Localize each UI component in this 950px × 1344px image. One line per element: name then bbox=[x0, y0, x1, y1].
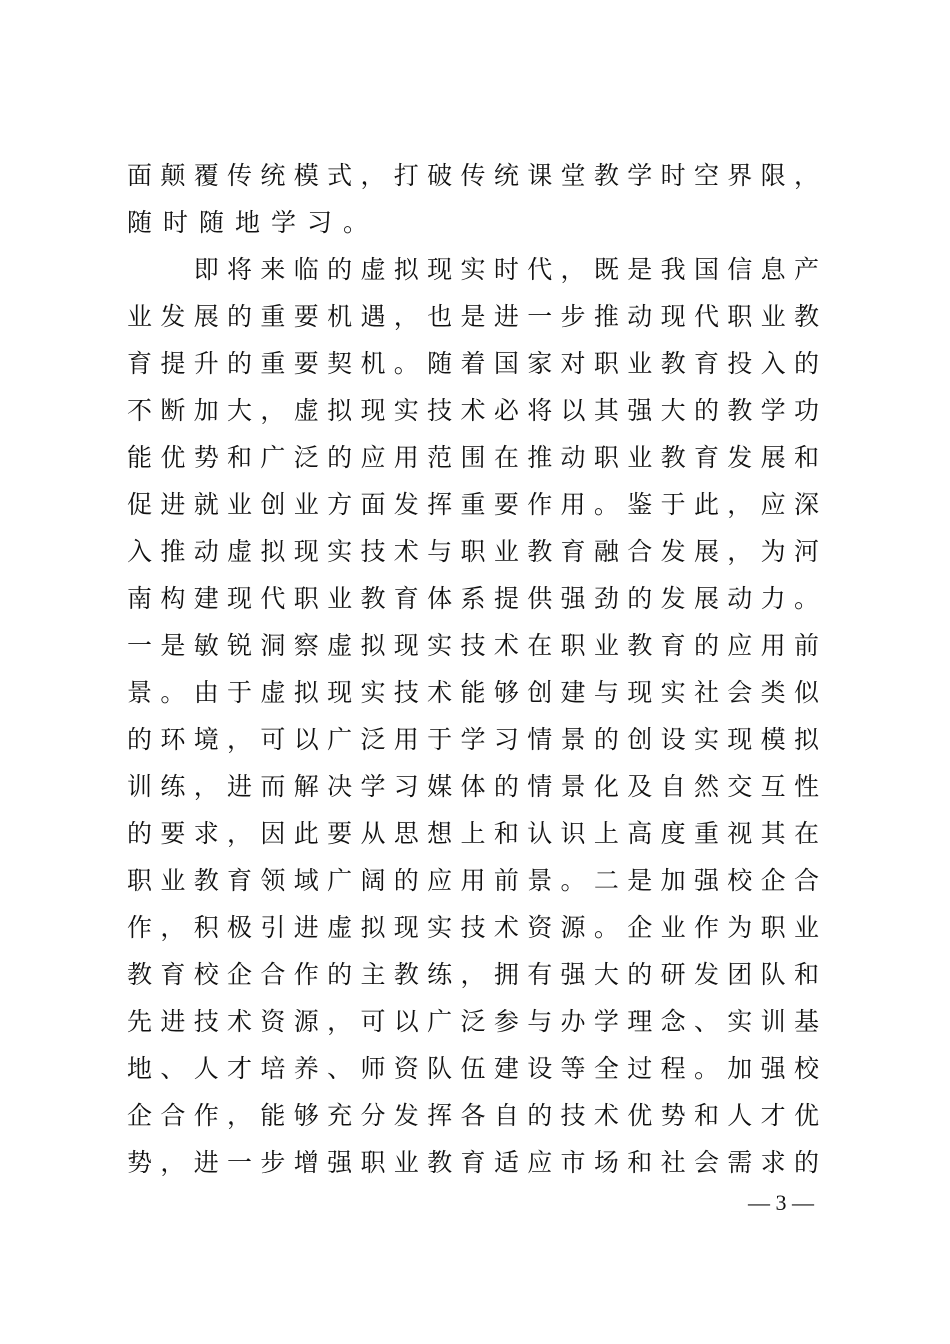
text-line: 景。由于虚拟现实技术能够创建与现实社会类似 bbox=[127, 678, 819, 707]
text-line: 面颠覆传统模式，打破传统课堂教学时空界限， bbox=[127, 161, 819, 190]
text-line: 职业教育领域广阔的应用前景。二是加强校企合 bbox=[127, 866, 819, 895]
text-line: 即将来临的虚拟现实时代，既是我国信息产 bbox=[127, 255, 819, 284]
body-text bbox=[127, 152, 819, 1186]
text-line: 不断加大，虚拟现实技术必将以其强大的教学功 bbox=[127, 396, 819, 425]
text-line: 的要求，因此要从思想上和认识上高度重视其在 bbox=[127, 819, 819, 848]
text-line: 南构建现代职业教育体系提供强劲的发展动力。 bbox=[127, 584, 819, 613]
text-line: 促进就业创业方面发挥重要作用。鉴于此，应深 bbox=[127, 490, 819, 519]
text-line: 一是敏锐洞察虚拟现实技术在职业教育的应用前 bbox=[127, 631, 819, 660]
text-line: 随时随地学习。 bbox=[127, 208, 380, 237]
text-line: 先进技术资源，可以广泛参与办学理念、实训基 bbox=[127, 1007, 819, 1036]
text-line: 教育校企合作的主教练，拥有强大的研发团队和 bbox=[127, 960, 819, 989]
text-line: 业发展的重要机遇，也是进一步推动现代职业教 bbox=[127, 302, 819, 331]
text-line: 地、人才培养、师资队伍建设等全过程。加强校 bbox=[127, 1054, 819, 1083]
text-line: 训练，进而解决学习媒体的情景化及自然交互性 bbox=[127, 772, 819, 801]
text-line: 企合作，能够充分发挥各自的技术优势和人才优 bbox=[127, 1101, 819, 1130]
text-line: 的环境，可以广泛用于学习情景的创设实现模拟 bbox=[127, 725, 819, 754]
text-line: 育提升的重要契机。随着国家对职业教育投入的 bbox=[127, 349, 819, 378]
text-line: 作，积极引进虚拟现实技术资源。企业作为职业 bbox=[127, 913, 819, 942]
text-line: 入推动虚拟现实技术与职业教育融合发展，为河 bbox=[127, 537, 819, 566]
page-number: — 3 — bbox=[748, 1190, 814, 1215]
text-line: 能优势和广泛的应用范围在推动职业教育发展和 bbox=[127, 443, 819, 472]
text-line: 势，进一步增强职业教育适应市场和社会需求的 bbox=[127, 1148, 819, 1177]
